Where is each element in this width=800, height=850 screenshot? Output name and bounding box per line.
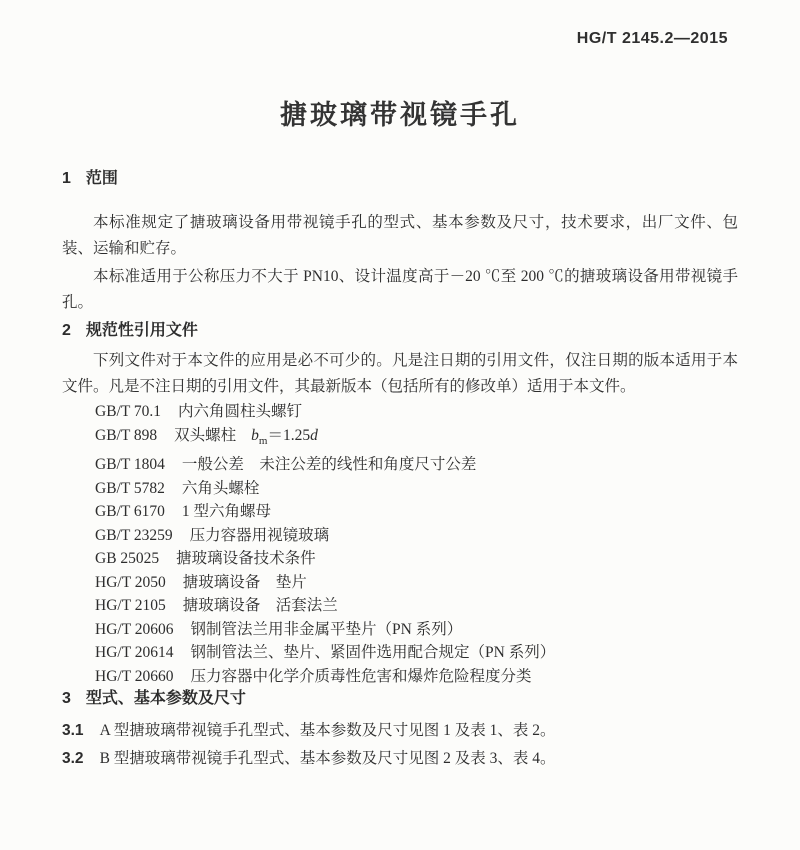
reference-code: GB/T 23259: [95, 526, 173, 544]
formula-variable: d: [310, 426, 318, 444]
reference-code: HG/T 2050: [95, 573, 166, 591]
reference-item: [95, 453, 738, 477]
section-heading-text: 规范性引用文件: [85, 322, 198, 339]
reference-title: 1 型六角螺母: [181, 503, 272, 521]
clause-text: B 型搪玻璃带视镜手孔型式、基本参数及尺寸见图 2 及表 3、表 4。: [99, 750, 556, 768]
reference-item: [95, 594, 738, 618]
clause-number: 3.1: [62, 722, 84, 740]
reference-title: 压力容器中化学介质毒性危害和爆炸危险程度分类: [190, 667, 532, 685]
reference-title: 搪玻璃设备技术条件: [176, 550, 316, 568]
reference-item: [95, 424, 738, 454]
reference-title: 六角头螺栓: [181, 479, 260, 497]
reference-item: [95, 618, 738, 642]
reference-item: [95, 500, 738, 524]
section-heading-text: 范围: [85, 170, 118, 187]
reference-code: GB/T 1804: [95, 456, 165, 474]
reference-title: 双头螺柱: [174, 426, 237, 444]
formula-subscript: m: [258, 434, 268, 447]
reference-code: GB/T 5782: [95, 479, 165, 497]
document-title: 搪玻璃带视镜手孔: [280, 100, 520, 130]
reference-title: 钢制管法兰、垫片、紧固件选用配合规定（PN 系列）: [190, 644, 556, 662]
reference-title: 搪玻璃设备 活套法兰: [182, 597, 338, 615]
section-heading-scope: [62, 168, 738, 190]
clause-3-1: [62, 718, 738, 744]
reference-item: [95, 524, 738, 548]
clause-3-2: [62, 746, 738, 772]
reference-item: [95, 400, 738, 424]
reference-item: [95, 547, 738, 571]
reference-title: 钢制管法兰用非金属平垫片（PN 系列）: [190, 620, 463, 638]
reference-title: 一般公差 未注公差的线性和角度尺寸公差: [181, 456, 477, 474]
clause-text: A 型搪玻璃带视镜手孔型式、基本参数及尺寸见图 1 及表 1、表 2。: [99, 722, 556, 740]
paragraph-scope-1: 本标准规定了搪玻璃设备用带视镜手孔的型式、基本参数及尺寸，技术要求，出厂文件、包装、运输和贮存。: [62, 214, 738, 257]
reference-formula: [251, 426, 318, 447]
reference-code: HG/T 20606: [95, 620, 174, 638]
reference-title: 内六角圆柱头螺钉: [178, 403, 303, 420]
reference-item: [95, 641, 738, 665]
reference-code: HG/T 20660: [95, 667, 174, 685]
section-number: 1: [62, 170, 71, 187]
reference-title: 搪玻璃设备 垫片: [182, 573, 307, 591]
formula-equation: ＝1.25: [267, 426, 311, 444]
reference-list: [95, 400, 738, 688]
section-heading-text: 型式、基本参数及尺寸: [85, 690, 246, 708]
section-heading-normative-references: [62, 320, 738, 342]
document-body: [62, 168, 738, 772]
paragraph-scope-2: 本标准适用于公称压力不大于 PN10、设计温度高于－20 ℃至 200 ℃的搪玻璃设备用带视镜手孔。: [62, 268, 738, 311]
reference-item: [95, 477, 738, 501]
reference-code: HG/T 20614: [95, 644, 174, 662]
reference-title: 压力容器用视镜玻璃: [189, 526, 330, 544]
section-number: 3: [62, 690, 71, 708]
section-number: 2: [62, 322, 71, 339]
reference-code: GB/T 70.1: [95, 403, 162, 420]
clause-number: 3.2: [62, 750, 84, 768]
section-heading-types-parameters: [62, 688, 738, 710]
formula-variable: b: [251, 426, 259, 444]
reference-code: GB 25025: [95, 550, 160, 568]
standard-number: HG/T 2145.2—2015: [576, 30, 728, 47]
reference-item: [95, 665, 738, 689]
paragraph-references-intro: 下列文件对于本文件的应用是必不可少的。凡是注日期的引用文件，仅注日期的版本适用于本文件。凡是不注日期的引用文件，其最新版本（包括所有的修改单）适用于本文件。: [62, 352, 738, 395]
reference-code: GB/T 898: [95, 426, 158, 444]
reference-code: GB/T 6170: [95, 503, 165, 521]
reference-item: [95, 571, 738, 595]
reference-code: HG/T 2105: [95, 597, 166, 615]
